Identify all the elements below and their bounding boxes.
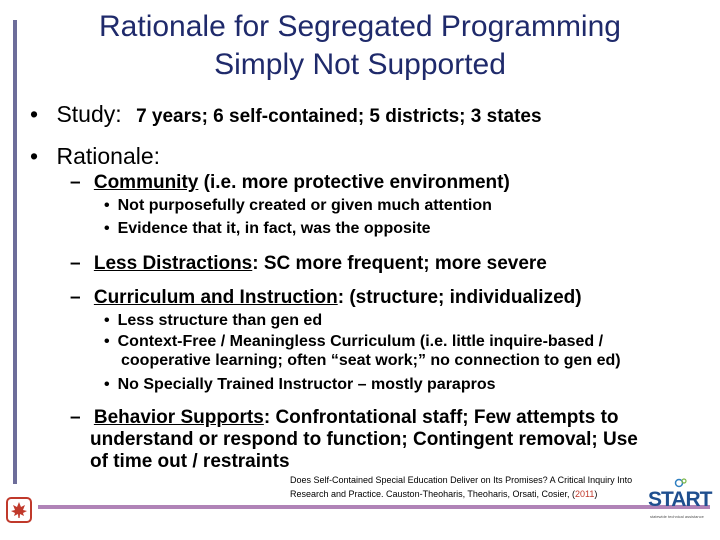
behavior-line-3: of time out / restraints <box>90 451 290 472</box>
title-line-1: Rationale for Segregated Programming <box>99 10 621 43</box>
start-logo-word: START <box>648 488 712 511</box>
community-point-1: • Not purposefully created or given much attention <box>104 197 492 214</box>
bullet-dot: • <box>30 143 39 169</box>
curriculum-point-3: • No Specially Trained Instructor – mostly parapros <box>104 376 496 393</box>
left-accent-bar <box>13 20 17 484</box>
curriculum-point-2: • Context-Free / Meaningless Curriculum (i.e. little inquire-based / <box>104 333 604 350</box>
dash: – <box>70 253 81 274</box>
behavior-row <box>70 407 619 429</box>
community-point-2: • Evidence that it, in fact, was the opposite <box>104 220 431 237</box>
dash: – <box>70 172 81 193</box>
curriculum-point-1: • Less structure than gen ed <box>104 312 323 329</box>
dash: – <box>70 407 81 428</box>
rationale-bullet-row <box>30 143 160 170</box>
citation <box>290 473 632 501</box>
rationale-label: Rationale: <box>56 143 161 169</box>
community-row <box>70 172 510 194</box>
curriculum-text: : (structure; individualized) <box>337 287 582 308</box>
citation-line-1: Does Self-Contained Special Education Deliver on Its Promises? A Critical Inquiry Into <box>290 475 633 485</box>
curriculum-label: Curriculum and Instruction <box>93 287 338 308</box>
distractions-text: : SC more frequent; more severe <box>252 253 547 274</box>
maple-leaf-icon <box>6 497 32 523</box>
start-logo-icon <box>648 478 710 526</box>
curriculum-point-2-cont: cooperative learning; often “seat work;” no connection to gen ed) <box>121 352 621 369</box>
start-logo-subtext: statewide technical assistance <box>650 514 704 519</box>
distractions-label: Less Distractions <box>93 253 253 274</box>
study-bullet-row <box>30 101 542 128</box>
citation-line-2: Research and Practice. Causton-Theoharis, Theoharis, Orsati, Cosier, (2011) <box>290 489 598 499</box>
citation-year: 2011 <box>574 489 595 499</box>
behavior-line-2: understand or respond to function; Contingent removal; Use <box>90 429 638 450</box>
community-text: (i.e. more protective environment) <box>198 172 510 193</box>
study-text: 7 years; 6 self-contained; 5 districts; 3 states <box>136 106 542 127</box>
behavior-label: Behavior Supports <box>93 407 264 428</box>
title-line-2: Simply Not Supported <box>214 48 506 81</box>
dash: – <box>70 287 81 308</box>
community-label: Community <box>93 172 199 193</box>
curriculum-row <box>70 287 582 309</box>
behavior-text: : Confrontational staff; Few attempts to <box>263 407 619 428</box>
slide-title <box>40 8 680 84</box>
study-label: Study: <box>56 101 122 127</box>
distractions-row <box>70 253 547 275</box>
bottom-accent-bar <box>38 505 710 509</box>
bullet-dot: • <box>30 101 39 127</box>
